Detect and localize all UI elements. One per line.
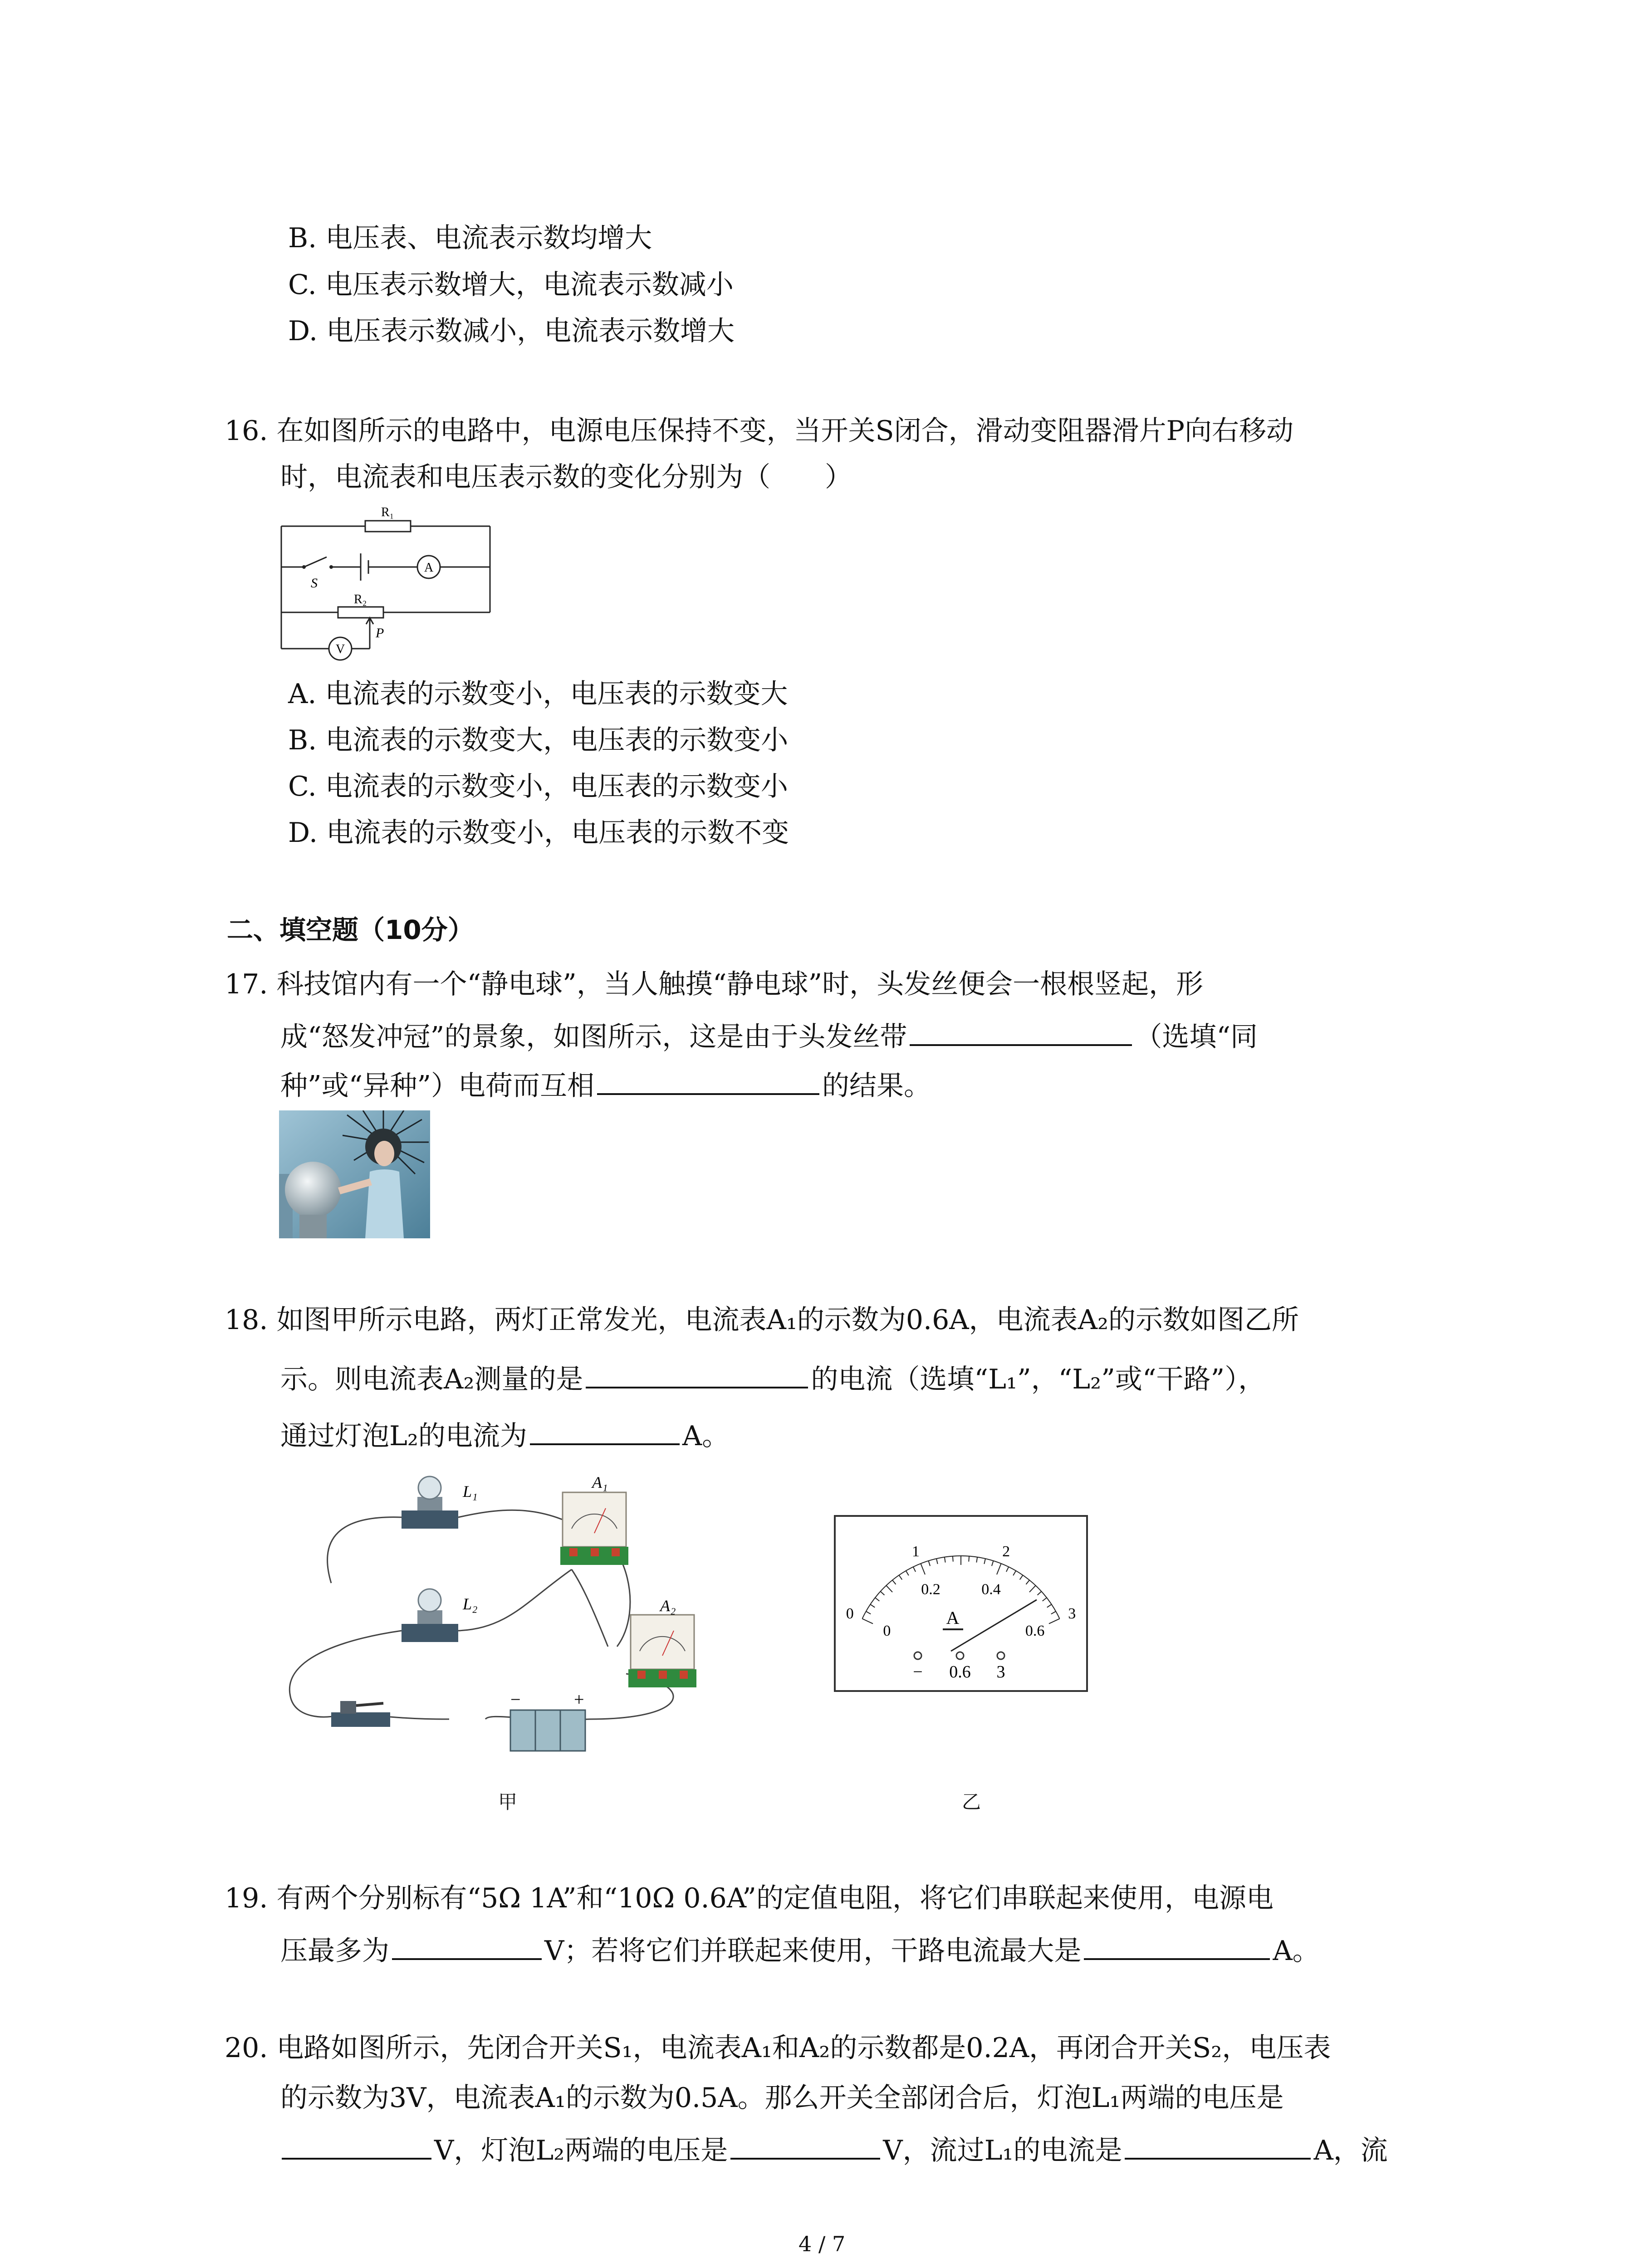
q16-stem-line1: 16. 在如图所示的电路中，电源电压保持不变，当开关S闭合，滑动变阻器滑片P向右移动 [225,415,1293,447]
q19-blank-2[interactable] [1084,1930,1270,1960]
q16-option-a: A. 电流表的示数变小，电压表的示数变大 [288,678,788,710]
q18-terminal-3: 3 [996,1662,1005,1681]
q16-option-c: C. 电流表的示数变小，电压表的示数变小 [288,771,788,802]
q17-blank-2[interactable] [597,1065,819,1095]
q16-label-s: S [311,576,318,591]
q20-blank-2[interactable] [730,2130,880,2160]
q16-option-d: D. 电流表的示数变小，电压表的示数不变 [288,817,789,849]
q17-text-3a: 种”或“异种”）电荷而互相 [280,1070,595,1102]
q18-label-a2: A₂ [660,1597,676,1615]
q18-meter-scale-bottom-label: 0 [883,1622,891,1639]
q18-meter-scale-top-label: 0 [846,1605,854,1622]
q20-stem-line3 [279,2130,1388,2169]
q16-label-r1: R₁ [381,505,394,519]
q18-meter-scale-top-label: 2 [1002,1543,1010,1560]
q19-text-2b: V；若将它们并联起来使用，干路电流最大是 [544,1935,1082,1967]
q18-terminal-0-6: 0.6 [949,1662,971,1681]
page-number: 4 / 7 [798,2232,846,2256]
q18-text-2b: 的电流（选填“L₁”，“L₂”或“干路”）， [811,1364,1266,1395]
q16-stem-line2: 时，电流表和电压表示数的变化分别为（ ） [280,461,852,493]
q18-stem-line2 [280,1359,1265,1398]
q17-stem-line2 [280,1016,1258,1055]
q18-battery [510,1710,585,1751]
q18-ammeter-a1 [560,1492,628,1565]
q16-r1-resistor [365,521,411,532]
q18-label-plus: + [574,1689,584,1710]
q16-switch [304,557,327,567]
q18-stem-line3 [280,1415,729,1454]
q16-label-ammeter: A [424,561,434,575]
q17-text-2b: （选填“同 [1135,1021,1258,1053]
q18-text-3a: 通过灯泡L₂的电流为 [280,1420,527,1452]
q17-text-2a: 成“怒发冲冠”的景象，如图所示，这是由于头发丝带 [280,1021,907,1053]
q15-option-d: D. 电压表示数减小，电流表示数增大 [288,315,735,347]
q18-meter-scale-bottom-label: 0.2 [921,1581,941,1598]
q18-meter-scale-bottom-label: 0.4 [981,1581,1001,1598]
q16-option-b: B. 电流表的示数变大，电压表的示数变小 [288,724,789,756]
q15-option-c: C. 电压表示数增大，电流表示数减小 [288,269,734,301]
q18-meter-scale-top-label: 3 [1068,1605,1076,1622]
q20-blank-1[interactable] [282,2130,431,2160]
q16-label-voltmeter: V [336,642,345,656]
q18-meter-unit: A [946,1608,960,1628]
section-heading-fill-in: 二、填空题（10分） [227,914,474,945]
q16-label-p: P [376,626,384,640]
q18-label-minus: − [510,1689,521,1710]
q18-label-a1: A₁ [592,1473,608,1491]
q16-r2-rheostat [338,607,383,618]
q18-meter-scale-top-label: 1 [911,1543,920,1560]
q19-text-2c: A。 [1273,1935,1320,1967]
q18-terminal-minus: − [913,1662,923,1681]
q18-blank-1[interactable] [586,1359,808,1388]
q17-stem-line3 [280,1065,931,1104]
q18-lamp-l2 [402,1589,458,1642]
q18-caption-yi: 乙 [962,1791,981,1813]
q18-label-l1: L₁ [463,1482,478,1501]
q18-stem-line1: 18. 如图甲所示电路，两灯正常发光，电流表A₁的示数为0.6A，电流表A₂的示数如图乙所 [225,1304,1299,1336]
q15-option-b: B. 电压表、电流表示数均增大 [288,222,652,254]
q16-label-r2: R₂ [354,592,367,606]
q19-stem-line1: 19. 有两个分别标有“5Ω 1A”和“10Ω 0.6A”的定值电阻，将它们串联起来使用，电源电 [225,1882,1274,1914]
q17-text-3b: 的结果。 [822,1070,931,1102]
q18-text-3b: A。 [682,1420,730,1452]
q18-caption-jia: 甲 [498,1791,518,1813]
q18-switch [331,1701,390,1727]
q20-text-3c: A，流 [1313,2135,1388,2166]
q19-stem-line2 [280,1930,1320,1969]
q18-label-l2: L₂ [463,1595,478,1613]
q17-static-ball-photo [279,1110,430,1238]
q18-ammeter-a2 [628,1615,696,1687]
q20-stem-line1: 20. 电路如图所示，先闭合开关S₁，电流表A₁和A₂的示数都是0.2A，再闭合开关S₂，电压表 [225,2032,1331,2064]
q18-lamp-l1 [402,1476,458,1529]
q17-blank-1[interactable] [910,1016,1132,1046]
q18-meter-scale-bottom-label: 0.6 [1025,1622,1045,1639]
q19-blank-1[interactable] [392,1930,542,1960]
q19-text-2a: 压最多为 [280,1935,389,1967]
q20-text-3b: V，流过L₁的电流是 [883,2135,1122,2166]
q17-stem-line1: 17. 科技馆内有一个“静电球”，当人触摸“静电球”时，头发丝便会一根根竖起，形 [225,968,1204,1000]
q18-text-2a: 示。则电流表A₂测量的是 [280,1364,583,1395]
q20-blank-3[interactable] [1125,2130,1311,2160]
q18-figure-yi-meter [834,1515,1088,1692]
q18-blank-2[interactable] [530,1415,680,1445]
q16-circuit-diagram [272,499,508,662]
q18-figure-jia-circuit [272,1465,749,1760]
q20-text-3a: V，灯泡L₂两端的电压是 [434,2135,728,2166]
q20-stem-line2: 的示数为3V，电流表A₁的示数为0.5A。那么开关全部闭合后，灯泡L₁两端的电压是 [280,2082,1284,2114]
